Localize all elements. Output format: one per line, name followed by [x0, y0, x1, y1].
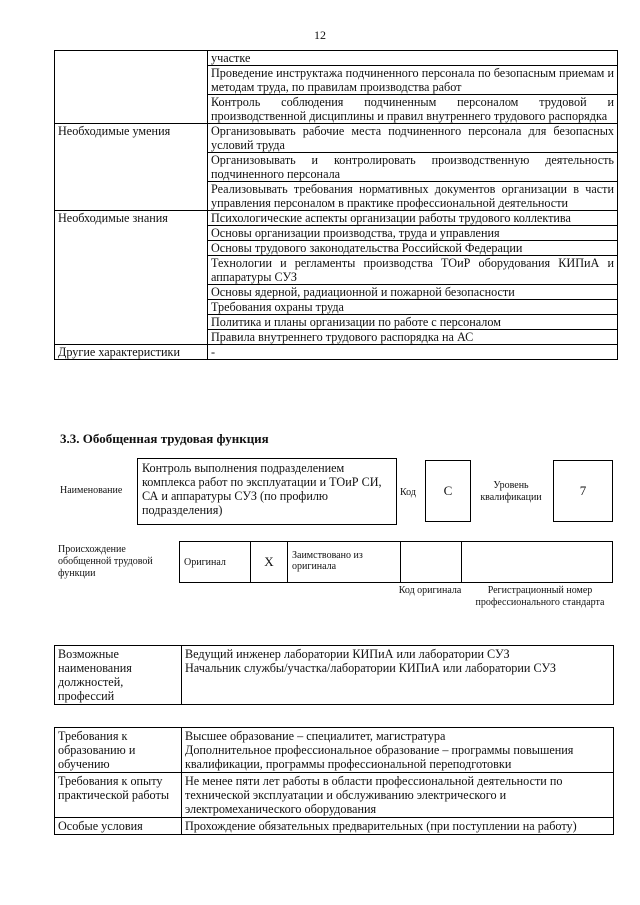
table-cell: Организовывать рабочие места подчиненного персонала для безопасных условий труда	[208, 124, 618, 153]
requirements-table	[54, 727, 614, 835]
table-cell: Основы ядерной, радиационной и пожарной безопасности	[208, 285, 618, 300]
origin-code-cell	[401, 542, 462, 583]
positions-table	[54, 645, 614, 705]
table-cell: Правила внутреннего трудового распорядка на АС	[208, 330, 618, 345]
table-cell: Контроль соблюдения подчиненным персоналом трудовой и производственной дисциплины и правил внутреннего трудового распорядка	[208, 95, 618, 124]
reg-number-cell	[462, 542, 613, 583]
code-label: Код	[400, 487, 416, 498]
level-value-box: 7	[553, 460, 613, 522]
table-cell: Основы организации производства, труда и управления	[208, 226, 618, 241]
table-row	[55, 773, 614, 818]
borrowed-label: Заимствовано из оригинала	[288, 542, 401, 583]
position-item: Ведущий инженер лаборатории КИПиА или лаборатории СУЗ	[185, 647, 510, 661]
table-cell: Технологии и регламенты производства ТОиР оборудования КИПиА и аппаратуры СУЗ	[208, 256, 618, 285]
row-label: Другие характеристики	[55, 345, 208, 360]
skills-knowledge-table	[54, 50, 618, 360]
table-row	[55, 211, 618, 226]
requirement-item: Высшее образование – специалитет, магистратура	[185, 729, 446, 743]
table-cell: участке	[208, 51, 618, 66]
row-label: Требования к опыту практической работы	[55, 773, 182, 818]
table-cell: Требования охраны труда	[208, 300, 618, 315]
table-cell: -	[208, 345, 618, 360]
row-label: Возможные наименования должностей, профессий	[55, 646, 182, 705]
original-mark: X	[251, 542, 288, 583]
level-label: Уровень квалификации	[480, 480, 542, 503]
table-row	[55, 51, 618, 66]
row-label: Необходимые знания	[55, 211, 208, 345]
table-cell: Реализовывать требования нормативных документов организации в части управления персоналом в практике профессиональной деятельности	[208, 182, 618, 211]
row-label: Требования к образованию и обучению	[55, 728, 182, 773]
name-label: Наименование	[60, 485, 123, 496]
table-row	[55, 345, 618, 360]
table-cell	[182, 646, 614, 705]
reg-number-caption: Регистрационный номер профессионального стандарта	[475, 585, 605, 608]
table-cell: Политика и планы организации по работе с персоналом	[208, 315, 618, 330]
row-label: Особые условия	[55, 818, 182, 835]
requirement-item: Дополнительное профессиональное образование – программы повышения квалификации, программы профессиональной переподготовки	[185, 743, 574, 771]
origin-code-caption: Код оригинала	[398, 585, 462, 596]
table-cell: Организовывать и контролировать производственную деятельность подчиненного персонала	[208, 153, 618, 182]
table-cell: Основы трудового законодательства Российской Федерации	[208, 241, 618, 256]
function-name-box: Контроль выполнения подразделением комплекса работ по эксплуатации и ТОиР СИ, СА и аппаратуры СУЗ (по профилю подразделения)	[137, 458, 397, 525]
table-cell: Прохождение обязательных предварительных (при поступлении на работу)	[182, 818, 614, 835]
table-cell	[182, 728, 614, 773]
table-cell: Проведение инструктажа подчиненного персонала по безопасным приемам и методам труда, по правилам производства работ	[208, 66, 618, 95]
code-value-box: С	[425, 460, 471, 522]
original-label: Оригинал	[180, 542, 251, 583]
table-cell: Не менее пяти лет работы в области профессиональной деятельности по технической эксплуатации и обслуживанию электрического и электромеханического оборудования	[182, 773, 614, 818]
table-row	[55, 646, 614, 705]
table-cell: Психологические аспекты организации работы трудового коллектива	[208, 211, 618, 226]
origin-table	[179, 541, 613, 583]
table-row	[55, 728, 614, 773]
table-row	[55, 818, 614, 835]
page-number: 12	[314, 28, 326, 42]
origin-label: Происхождение обобщенной трудовой функции	[58, 544, 153, 579]
row-label: Необходимые умения	[55, 124, 208, 211]
section-title: 3.3. Обобщенная трудовая функция	[60, 431, 269, 446]
position-item: Начальник службы/участка/лаборатории КИПиА или лаборатории СУЗ	[185, 661, 557, 675]
table-row	[55, 124, 618, 153]
row-label	[55, 51, 208, 124]
